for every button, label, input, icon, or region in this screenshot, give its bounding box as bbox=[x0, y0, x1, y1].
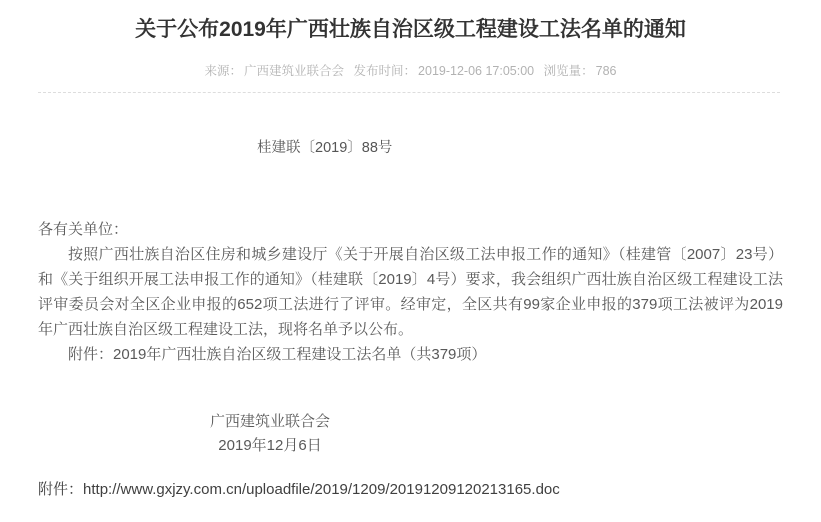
source-label: 来源： bbox=[204, 64, 243, 78]
publish-value: 2019-12-06 17:05:00 bbox=[418, 64, 535, 78]
attachment-label: 附件： bbox=[38, 481, 84, 498]
doc-number: 桂建联〔2019〕88号 bbox=[257, 140, 393, 156]
signature-org: 广西建筑业联合会 bbox=[210, 413, 331, 430]
page-title: 关于公布2019年广西壮族自治区级工程建设工法名单的通知 bbox=[135, 18, 686, 41]
attachment-line bbox=[38, 480, 783, 500]
article-meta bbox=[0, 63, 821, 80]
salutation: 各有关单位： bbox=[38, 221, 129, 238]
publish-label: 发布时间： bbox=[353, 64, 417, 78]
views-label: 浏览量： bbox=[543, 64, 594, 78]
source-value: 广西建筑业联合会 bbox=[244, 64, 345, 78]
attachment-link[interactable]: http://www.gxjzy.com.cn/uploadfile/2019/1209/20191209120213165.doc bbox=[83, 481, 560, 498]
attachment-note: 附件：2019年广西壮族自治区级工程建设工法名单（共379项） bbox=[68, 346, 487, 363]
notice-paragraph: 按照广西壮族自治区住房和城乡建设厅《关于开展自治区级工法申报工作的通知》（桂建管〔2007〕23号）和《关于组织开展工法申报工作的通知》（桂建联〔2019〕4号）要求，我会组织广西壮族自治区级工程建设工法评审委员会对全区企业申报的652项工法进行了评审。经审定，全区共有99家企业申报的379项工法被评为2019年广西壮族自治区级工程建设工法，现将名单予以公布。 bbox=[38, 246, 783, 338]
dashed-divider bbox=[38, 92, 780, 93]
views-value: 786 bbox=[595, 64, 617, 78]
signature-date: 2019年12月6日 bbox=[218, 437, 322, 454]
signature-block bbox=[210, 410, 330, 458]
notice-body bbox=[38, 217, 783, 367]
